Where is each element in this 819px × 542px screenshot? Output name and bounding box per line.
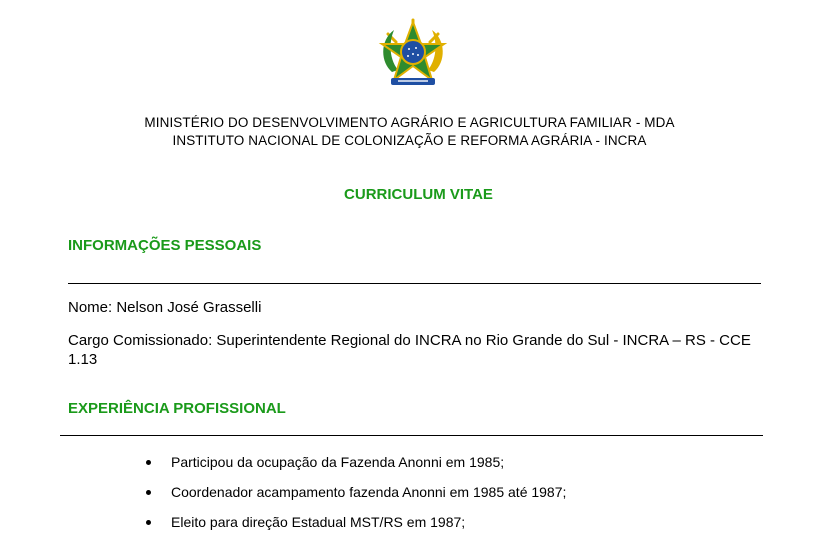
ministry-heading: MINISTÉRIO DO DESENVOLVIMENTO AGRÁRIO E AGRICULTURA FAMILIAR - MDA xyxy=(144,115,675,130)
experience-heading: EXPERIÊNCIA PROFISSIONAL xyxy=(68,400,286,417)
name-line: Nome: Nelson José Grasselli xyxy=(68,299,262,316)
blue-disc xyxy=(401,40,425,64)
list-item: Eleito para direção Estadual MST/RS em 1987; xyxy=(143,512,566,542)
personal-info-heading: INFORMAÇÕES PESSOAIS xyxy=(68,237,262,254)
position-line: Cargo Comissionado: Superintendente Regional do INCRA no Rio Grande do Sul - INCRA – RS - CCE 1.13 xyxy=(68,332,751,368)
list-item: Coordenador acampamento fazenda Anonni em 1985 até 1987; xyxy=(143,482,566,512)
experience-list xyxy=(143,452,566,542)
experience-divider xyxy=(60,435,763,436)
document-title: CURRICULUM VITAE xyxy=(344,186,493,203)
personal-divider xyxy=(68,283,761,284)
list-item: Participou da ocupação da Fazenda Anonni em 1985; xyxy=(143,452,566,482)
institute-heading: INSTITUTO NACIONAL DE COLONIZAÇÃO E REFORMA AGRÁRIA - INCRA xyxy=(172,133,647,148)
coat-of-arms-emblem xyxy=(374,14,452,92)
